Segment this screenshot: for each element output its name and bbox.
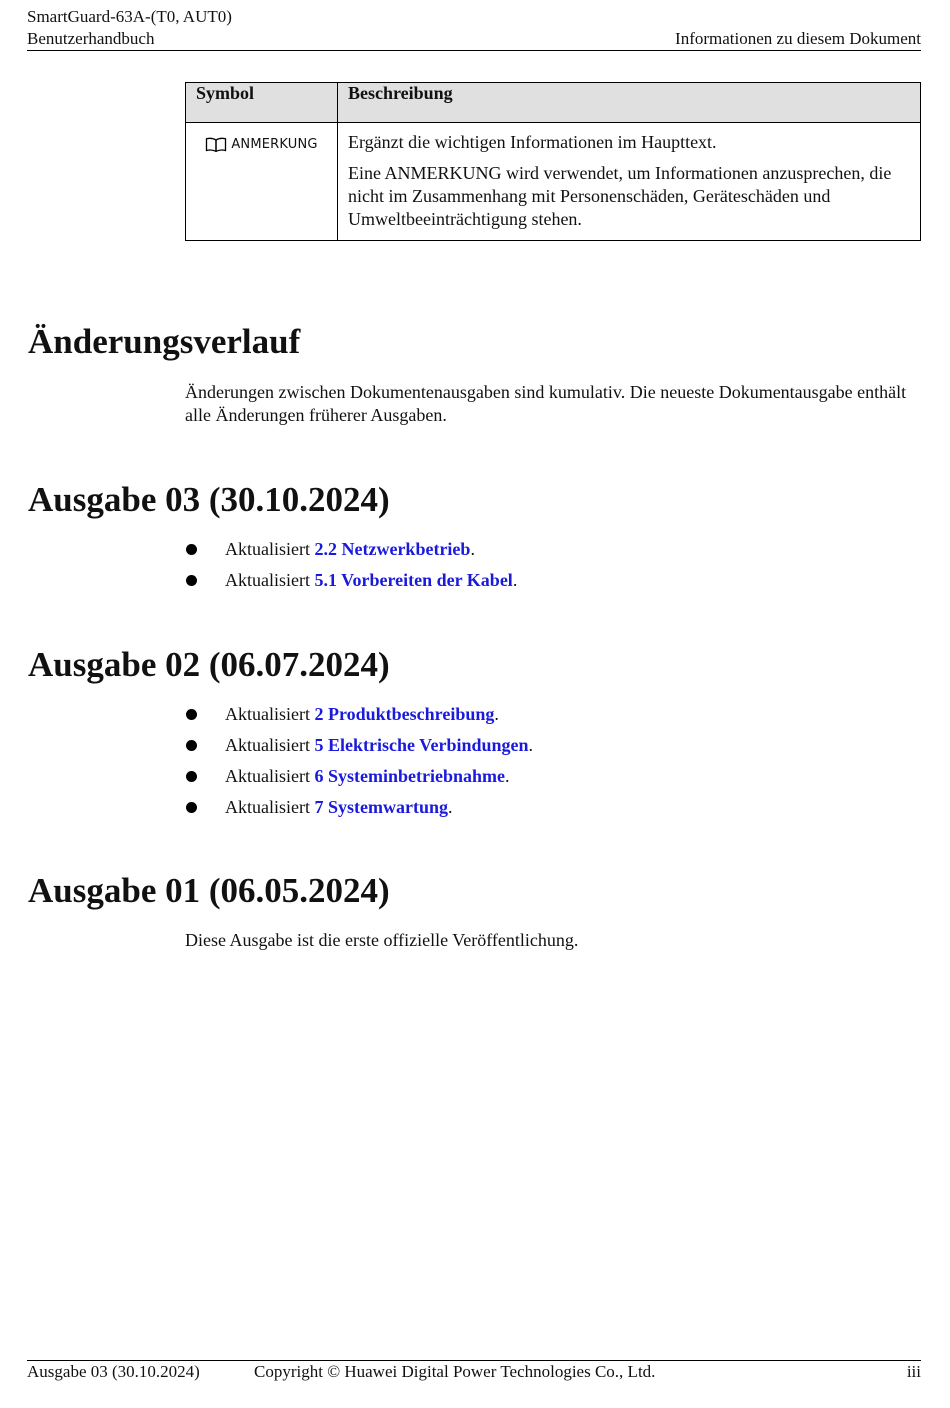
item-prefix: Aktualisiert — [225, 797, 310, 817]
issue-02-changes — [185, 703, 533, 827]
description-cell — [338, 123, 921, 241]
link-vorbereiten-der-kabel[interactable]: 5.1 Vorbereiten der Kabel — [314, 570, 513, 590]
link-produktbeschreibung[interactable]: 2 Produktbeschreibung — [314, 704, 495, 724]
symbol-cell — [186, 123, 338, 241]
column-header-symbol: Symbol — [186, 83, 338, 123]
issue-01-title: Ausgabe 01 (06.05.2024) — [28, 871, 390, 910]
item-suffix: . — [470, 539, 475, 559]
link-elektrische-verbindungen[interactable]: 5 Elektrische Verbindungen — [314, 735, 529, 755]
table-row — [186, 123, 921, 241]
list-item — [185, 734, 533, 765]
list-item — [185, 538, 517, 569]
bullet-icon — [186, 740, 197, 751]
link-systeminbetriebnahme[interactable]: 6 Systeminbetriebnahme — [314, 766, 505, 786]
note-symbol — [196, 133, 327, 156]
issue-02-title: Ausgabe 02 (06.07.2024) — [28, 645, 390, 684]
column-header-description: Beschreibung — [338, 83, 921, 123]
link-netzwerkbetrieb[interactable]: 2.2 Netzwerkbetrieb — [314, 539, 471, 559]
symbol-table — [185, 82, 921, 241]
issue-03-title: Ausgabe 03 (30.10.2024) — [28, 480, 390, 519]
item-suffix: . — [512, 570, 518, 590]
history-title: Änderungsverlauf — [28, 322, 301, 361]
list-item — [185, 703, 533, 734]
item-suffix: . — [447, 797, 453, 817]
footer-issue: Ausgabe 03 (30.10.2024) — [27, 1362, 200, 1381]
list-item — [185, 765, 533, 796]
bullet-icon — [186, 802, 197, 813]
list-item — [185, 796, 533, 827]
item-prefix: Aktualisiert — [225, 704, 310, 724]
page-header — [27, 6, 921, 51]
description-line-2: Eine ANMERKUNG wird verwendet, um Informationen anzusprechen, die nicht im Zusammenhang mit Personenschäden, Geräteschäden und Umweltbeeinträchtigung stehen. — [348, 163, 892, 229]
bullet-icon — [186, 575, 197, 586]
item-suffix: . — [528, 735, 534, 755]
page-footer — [27, 1360, 921, 1386]
item-prefix: Aktualisiert — [225, 735, 310, 755]
list-item — [185, 569, 517, 600]
history-intro: Änderungen zwischen Dokumentenausgaben sind kumulativ. Die neueste Dokumentausgabe enthält alle Änderungen früherer Ausgaben. — [185, 382, 907, 425]
item-prefix: Aktualisiert — [225, 766, 310, 786]
bullet-icon — [186, 771, 197, 782]
footer-page-number: iii — [906, 1362, 921, 1381]
book-icon — [205, 137, 227, 152]
symbol-table-header-row — [186, 83, 921, 123]
description-line-1: Ergänzt die wichtigen Informationen im Haupttext. — [348, 132, 717, 152]
header-left — [27, 6, 232, 50]
bullet-icon — [186, 544, 197, 555]
issue-01-text: Diese Ausgabe ist die erste offizielle Veröffentlichung. — [185, 930, 579, 950]
issue-03-changes — [185, 538, 517, 600]
note-symbol-label: ANMERKUNG — [231, 137, 318, 152]
header-section: Informationen zu diesem Dokument — [675, 29, 921, 48]
bullet-icon — [186, 709, 197, 720]
footer-copyright: Copyright © Huawei Digital Power Technologies Co., Ltd. — [254, 1362, 656, 1381]
item-suffix: . — [494, 704, 499, 724]
link-systemwartung[interactable]: 7 Systemwartung — [314, 797, 448, 817]
item-suffix: . — [504, 766, 510, 786]
header-product: SmartGuard-63A-(T0, AUT0) — [27, 7, 232, 26]
header-doc-type: Benutzerhandbuch — [27, 29, 155, 48]
item-prefix: Aktualisiert — [225, 570, 310, 590]
item-prefix: Aktualisiert — [225, 539, 310, 559]
